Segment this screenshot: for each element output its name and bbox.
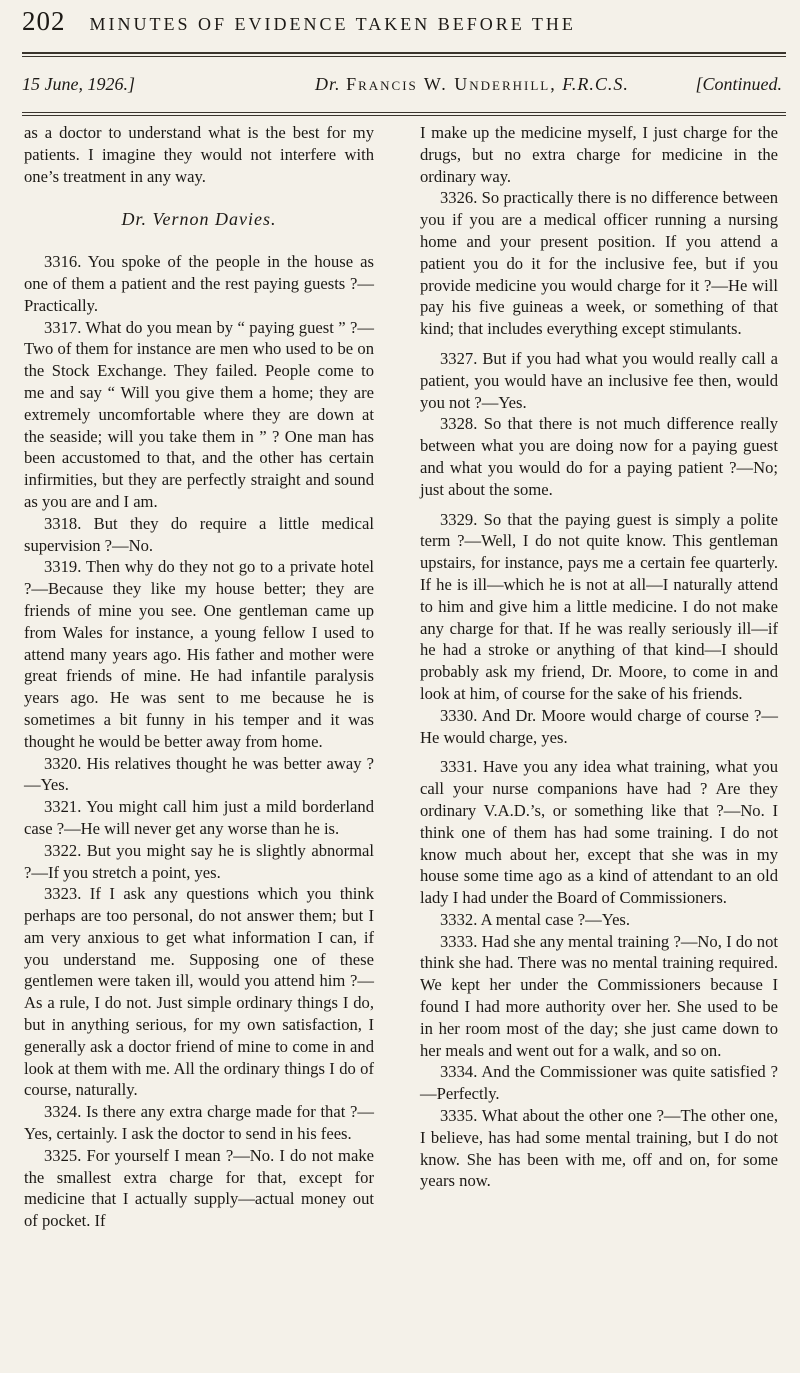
left-column bbox=[24, 122, 374, 1373]
evidence-paragraph: 3320. His relatives thought he was better away ?—Yes. bbox=[24, 753, 374, 795]
evidence-paragraph: 3323. If I ask any questions which you think perhaps are too personal, do not answer them; but I am very anxious to get what information I can, if you understand me. Supposing one of these gentlemen were taken ill, would you attend him ?—As a rule, I do not. Just simple ordinary things I do, but in anything serious, for my own satisfaction, I generally ask a doctor friend of mine to come in and look at them with me. All the ordinary things I do of course, naturally. bbox=[24, 884, 374, 1100]
continued-paragraph: I make up the medicine myself, I just charge for the drugs, but no extra charge for medicine in the ordinary way. bbox=[420, 123, 778, 186]
page-number: 202 bbox=[22, 6, 66, 36]
evidence-paragraph: 3324. Is there any extra charge made for that ?—Yes, certainly. I ask the doctor to send in his fees. bbox=[24, 1102, 374, 1144]
evidence-paragraph: 3328. So that there is not much difference really between what you are doing now for a paying guest and what you would do for a paying patient ?—No; just about the some. bbox=[420, 414, 778, 499]
continued-marker: [Continued. bbox=[695, 73, 782, 94]
evidence-paragraph: 3332. A mental case ?—Yes. bbox=[440, 909, 631, 929]
evidence-paragraph: 3326. So practically there is no difference between you if you are a medical officer running a nursing home and your present position. If you attend a patient you do it for the inclusive fee, but if you provide medicine you would charge for it ?—He will pay his five guineas a week, or something of that kind; that includes everything except stimulants. bbox=[420, 188, 778, 339]
subhead-rule bbox=[22, 112, 786, 113]
evidence-paragraph: 3333. Had she any mental training ?—No, I do not think she had. There was no mental training required. We kept her under the Commissioners because I found I had more authority over her. She used to be in her room most of the day; she just came down to her meals and went out for a walk, and so on. bbox=[420, 931, 778, 1060]
evidence-paragraph: 3319. Then why do they not go to a private hotel ?—Because they like my house better; they are friends of mine you see. One gentleman came up from Wales for instance, a young fellow I used to attend many years ago. His father and mother were great friends of mine. He had infantile paralysis years ago. He was sent to me because he is sometimes a bit funny in his temper and it was thought he would be better away from home. bbox=[24, 557, 374, 751]
running-title: MINUTES OF EVIDENCE TAKEN BEFORE THE bbox=[89, 14, 576, 34]
witness-suffix: F.R.C.S. bbox=[562, 73, 629, 94]
evidence-paragraph: 3318. But they do require a little medical supervision ?—No. bbox=[24, 513, 374, 555]
header-rule bbox=[22, 52, 786, 54]
continued-paragraph: as a doctor to understand what is the best for my patients. I imagine they would not interfere with one’s treatment in any way. bbox=[24, 123, 374, 186]
evidence-paragraph: 3316. You spoke of the people in the house as one of them a patient and the rest paying guests ?—Practically. bbox=[24, 252, 374, 315]
evidence-paragraph: 3321. You might call him just a mild borderland case ?—He will never get any worse than he is. bbox=[24, 797, 374, 838]
evidence-paragraph: 3327. But if you had what you would really call a patient, you would have an inclusive fee then, would you not ?—Yes. bbox=[420, 348, 778, 412]
evidence-paragraph: 3334. And the Commissioner was quite satisfied ?—Perfectly. bbox=[420, 1062, 778, 1104]
witness-prefix: Dr. bbox=[315, 73, 341, 94]
header-rule-thin bbox=[22, 56, 786, 57]
witness-name: Francis W. Underhill, bbox=[346, 73, 557, 94]
evidence-paragraph: 3322. But you might say he is slightly abnormal ?—If you stretch a point, yes. bbox=[24, 840, 374, 882]
evidence-paragraph: 3317. What do you mean by “ paying guest ” ?—Two of them for instance are men who used to be on the Stock Exchange. They failed. People come to me and say “ Will you give them a home; they are extremely uncomfortable where they are down at the seaside; will you take them in ” ? One man has been accustomed to that, and the other has certain infirmities, but they are perfectly straight and sound as you are and I am. bbox=[24, 317, 374, 511]
subhead-rule-thin bbox=[22, 115, 786, 116]
speaker-heading: Dr. Vernon Davies. bbox=[121, 209, 277, 230]
right-column bbox=[420, 122, 778, 1373]
witness-name-line bbox=[282, 74, 662, 95]
evidence-paragraph: 3331. Have you any idea what training, what you call your nurse companions have had ? Are they ordinary V.A.D.’s, or something like that ?—No. I think one of them has had some training. I do not know much about her, except that she was in my house some time ago as a kind of attendant to an old lady I had under the Board of Commissioners. bbox=[420, 757, 778, 908]
hearing-date: 15 June, 1926.] bbox=[22, 73, 135, 94]
evidence-paragraph: 3329. So that the paying guest is simply a polite term ?—Well, I do not quite know. This gentleman upstairs, for instance, pays me a certain fee quarterly. If he is ill—which he is not at all—I naturally attend to him and give him a little medicine. I do not make any charge for that. If he was really seriously ill—if he had a stroke or anything of that kind—I should probably ask my friend, Dr. Moore, to come in and look at him, of course for the sake of his friends. bbox=[420, 509, 778, 703]
witness-line bbox=[22, 63, 782, 105]
evidence-paragraph: 3335. What about the other one ?—The other one, I believe, has had some mental training, but I do not know. She has been with me, off and on, for some years now. bbox=[420, 1106, 778, 1191]
running-head bbox=[22, 6, 772, 48]
evidence-paragraph: 3325. For yourself I mean ?—No. I do not make the smallest extra charge for that, except for medicine that I actually supply—actual money out of pocket. If bbox=[24, 1145, 374, 1231]
evidence-paragraph: 3330. And Dr. Moore would charge of course ?—He would charge, yes. bbox=[420, 705, 778, 747]
